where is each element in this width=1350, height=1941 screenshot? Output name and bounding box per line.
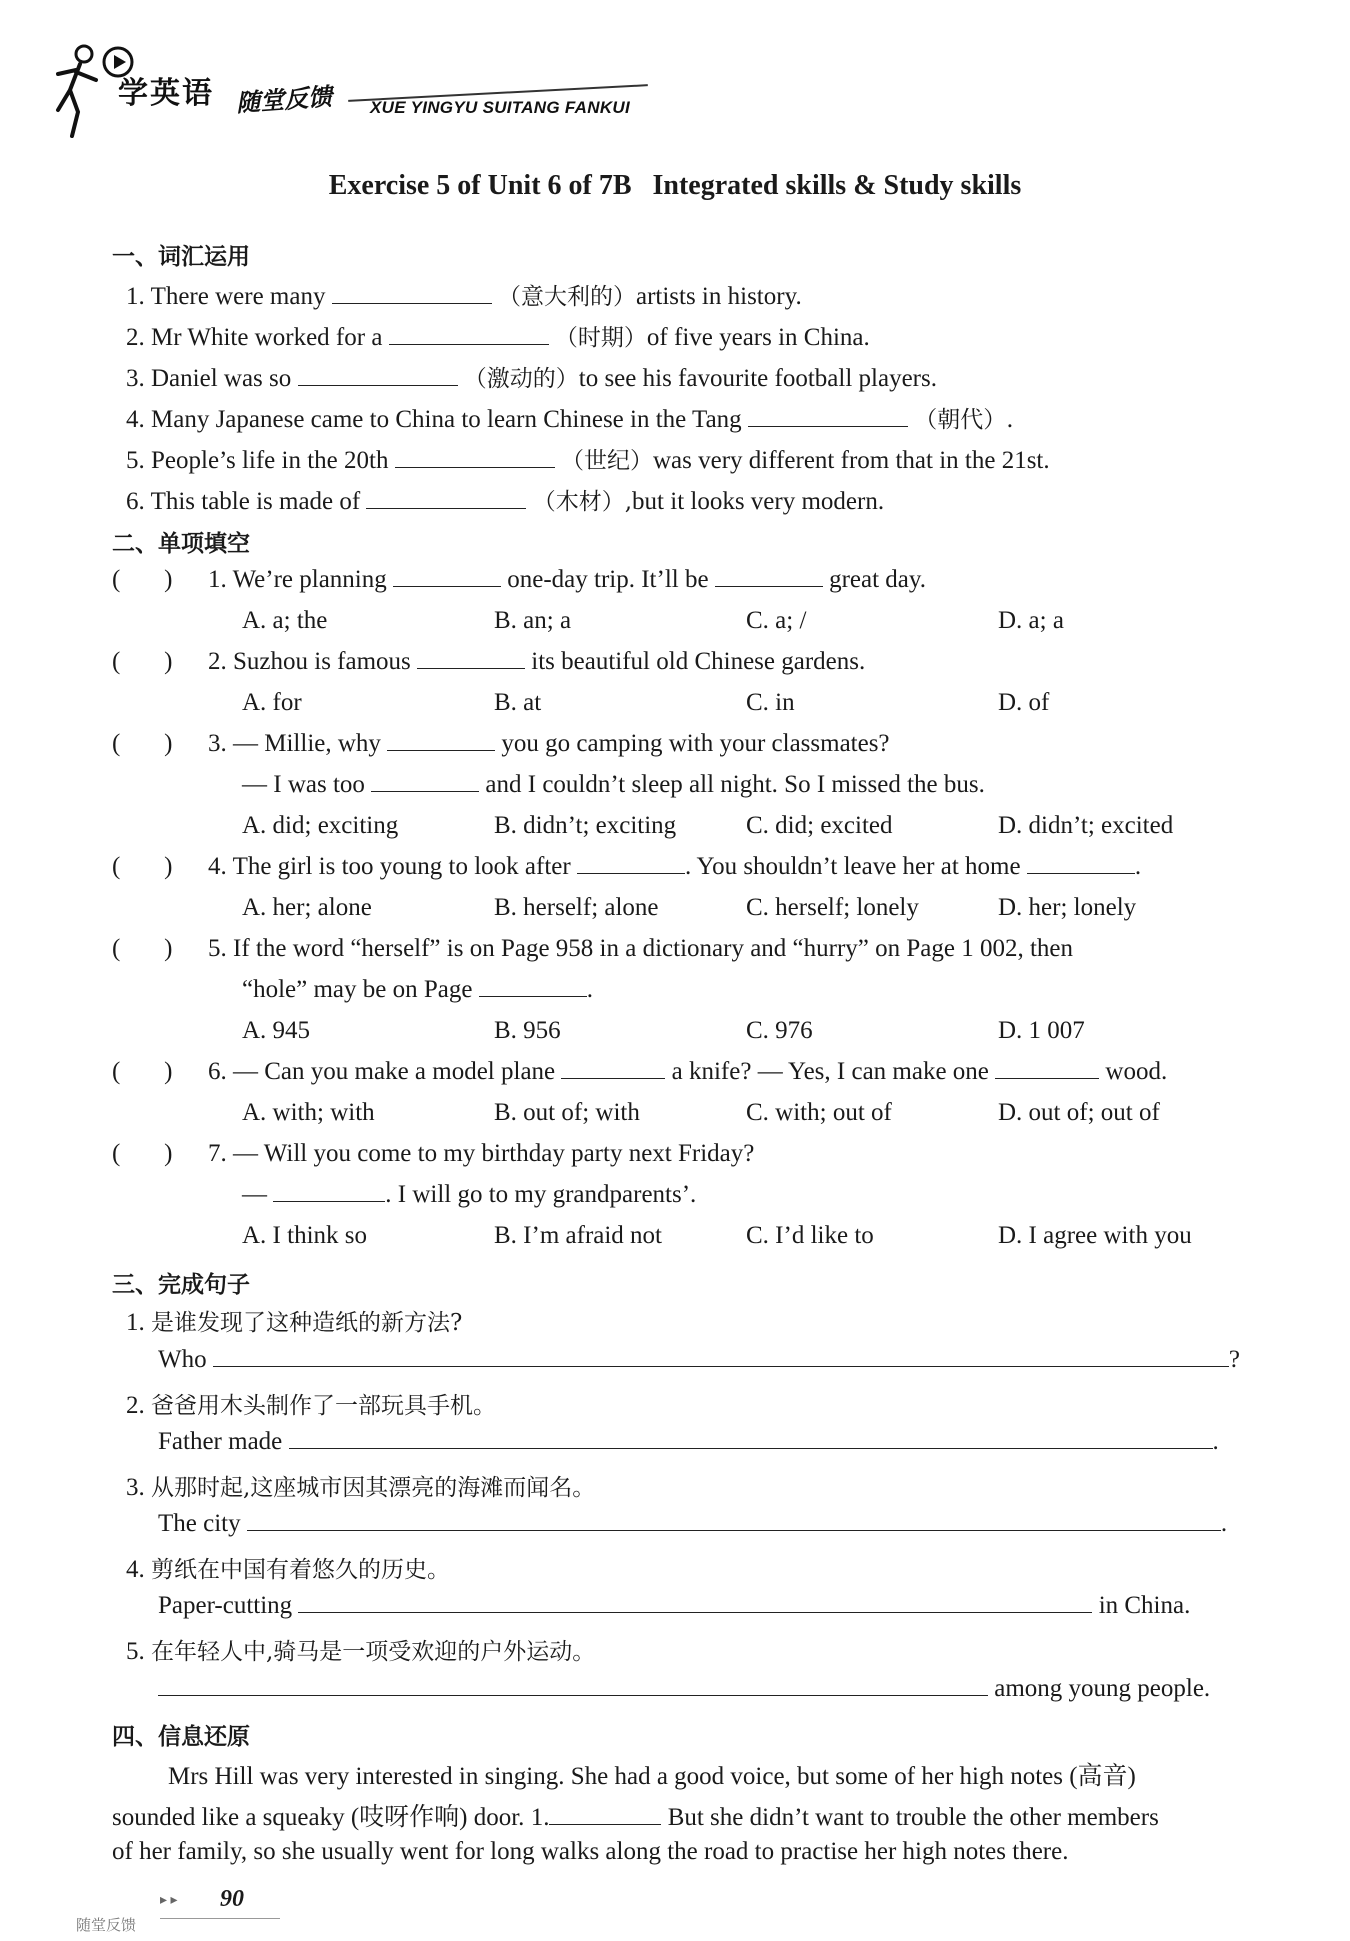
vocab-item-3: 3. Daniel was so （激动的）to see his favourite football players. <box>126 365 937 392</box>
option-a[interactable]: A. 945 <box>242 1017 311 1044</box>
sentence-3-answer: The city . <box>158 1510 1228 1537</box>
sentence-5-answer: among young people. <box>158 1675 1210 1703</box>
answer-line[interactable] <box>247 1512 1221 1531</box>
answer-blank[interactable] <box>298 367 458 386</box>
section-heading-information-restore: 四、信息还原 <box>112 1724 250 1750</box>
option-c[interactable]: C. I’d like to <box>746 1222 874 1249</box>
answer-blank[interactable] <box>995 1060 1099 1079</box>
passage-line-2: sounded like a squeaky (吱呀作响) door. 1. But she didn’t want to trouble the other members <box>112 1804 1159 1831</box>
answer-blank[interactable] <box>395 449 555 468</box>
option-b[interactable]: B. out of; with <box>494 1099 640 1126</box>
option-a[interactable]: A. for <box>242 689 302 716</box>
vocab-item-6: 6. This table is made of （木材）,but it looks very modern. <box>126 488 885 515</box>
vocab-item-5: 5. People’s life in the 20th （世纪）was very different from that in the 21st. <box>126 447 1050 474</box>
answer-bracket[interactable]: ( ) <box>112 1140 173 1167</box>
option-d[interactable]: D. I agree with you <box>998 1222 1192 1249</box>
answer-blank[interactable] <box>417 650 525 669</box>
question-5: 5. If the word “herself” is on Page 958 in a dictionary and “hurry” on Page 1 002, then <box>208 935 1074 962</box>
page-number: 90 <box>220 1886 244 1912</box>
question-7: 7. — Will you come to my birthday party next Friday? <box>208 1140 755 1167</box>
option-b[interactable]: B. at <box>494 689 542 716</box>
answer-bracket[interactable]: ( ) <box>112 853 173 880</box>
option-a[interactable]: A. did; exciting <box>242 812 399 839</box>
footer-tag: 随堂反馈 <box>76 1916 137 1934</box>
page-arrow-icon: ▸ ▸ <box>160 1893 178 1908</box>
option-c[interactable]: C. 976 <box>746 1017 813 1044</box>
answer-blank[interactable] <box>1027 855 1135 874</box>
sentence-2-answer: Father made . <box>158 1428 1219 1455</box>
vocab-item-2: 2. Mr White worked for a （时期）of five years in China. <box>126 324 870 351</box>
option-a[interactable]: A. I think so <box>242 1222 367 1249</box>
section-heading-vocabulary: 一、词汇运用 <box>112 244 250 270</box>
option-d[interactable]: D. out of; out of <box>998 1099 1160 1126</box>
option-c[interactable]: C. herself; lonely <box>746 894 919 921</box>
question-1: 1. We’re planning one-day trip. It’ll be great day. <box>208 566 927 593</box>
question-2: 2. Suzhou is famous its beautiful old Chinese gardens. <box>208 648 866 675</box>
option-b[interactable]: B. 956 <box>494 1017 561 1044</box>
answer-blank[interactable] <box>389 326 549 345</box>
answer-blank[interactable] <box>748 408 908 427</box>
brand-chinese: 学英语 <box>118 76 214 111</box>
question-5-line-2: “hole” may be on Page . <box>242 976 593 1003</box>
passage-line-3: of her family, so she usually went for long walks along the road to practise her high notes there. <box>112 1838 1069 1865</box>
sentence-4-answer: Paper-cutting in China. <box>158 1592 1191 1619</box>
answer-line[interactable] <box>158 1677 988 1696</box>
option-d[interactable]: D. a; a <box>998 607 1064 634</box>
sentence-1-answer: Who ? <box>158 1346 1240 1373</box>
option-d[interactable]: D. didn’t; excited <box>998 812 1174 839</box>
answer-bracket[interactable]: ( ) <box>112 1058 173 1085</box>
answer-bracket[interactable]: ( ) <box>112 648 173 675</box>
answer-bracket[interactable]: ( ) <box>112 730 173 757</box>
answer-blank[interactable] <box>549 1806 661 1825</box>
answer-blank[interactable] <box>387 732 495 751</box>
section-heading-multiple-choice: 二、单项填空 <box>112 531 250 557</box>
option-d[interactable]: D. of <box>998 689 1050 716</box>
answer-blank[interactable] <box>393 568 501 587</box>
option-d[interactable]: D. 1 007 <box>998 1017 1085 1044</box>
answer-line[interactable] <box>289 1430 1213 1449</box>
sentence-5-prompt: 5. 在年轻人中,骑马是一项受欢迎的户外运动。 <box>126 1638 596 1665</box>
answer-bracket[interactable]: ( ) <box>112 935 173 962</box>
question-6: 6. — Can you make a model plane a knife? — Yes, I can make one wood. <box>208 1058 1168 1085</box>
option-b[interactable]: B. I’m afraid not <box>494 1222 663 1249</box>
answer-blank[interactable] <box>577 855 685 874</box>
answer-blank[interactable] <box>273 1183 385 1202</box>
answer-bracket[interactable]: ( ) <box>112 566 173 593</box>
sentence-3-prompt: 3. 从那时起,这座城市因其漂亮的海滩而闻名。 <box>126 1474 596 1501</box>
page-title: Exercise 5 of Unit 6 of 7B Integrated skills & Study skills <box>328 170 1022 201</box>
answer-blank[interactable] <box>332 285 492 304</box>
question-3: 3. — Millie, why you go camping with your classmates? <box>208 730 890 757</box>
answer-line[interactable] <box>213 1348 1229 1367</box>
answer-blank[interactable] <box>561 1060 665 1079</box>
question-7-line-2: — . I will go to my grandparents’. <box>242 1181 697 1208</box>
option-a[interactable]: A. with; with <box>242 1099 375 1126</box>
option-a[interactable]: A. a; the <box>242 607 328 634</box>
answer-blank[interactable] <box>371 773 479 792</box>
option-c[interactable]: C. in <box>746 689 795 716</box>
page-header <box>48 30 668 140</box>
answer-line[interactable] <box>298 1594 1092 1613</box>
brand-chinese-sub: 随堂反馈 <box>235 82 334 118</box>
option-c[interactable]: C. a; / <box>746 607 807 634</box>
sentence-2-prompt: 2. 爸爸用木头制作了一部玩具手机。 <box>126 1392 496 1419</box>
option-b[interactable]: B. an; a <box>494 607 572 634</box>
option-b[interactable]: B. herself; alone <box>494 894 659 921</box>
option-b[interactable]: B. didn’t; exciting <box>494 812 677 839</box>
option-c[interactable]: C. did; excited <box>746 812 893 839</box>
vocab-item-4: 4. Many Japanese came to China to learn Chinese in the Tang （朝代）. <box>126 406 1014 433</box>
answer-blank[interactable] <box>715 568 823 587</box>
option-d[interactable]: D. her; lonely <box>998 894 1137 921</box>
question-3-line-2: — I was too and I couldn’t sleep all night. So I missed the bus. <box>242 771 985 798</box>
vocab-item-1: 1. There were many （意大利的）artists in history. <box>126 283 802 310</box>
option-a[interactable]: A. her; alone <box>242 894 372 921</box>
section-heading-complete-sentences: 三、完成句子 <box>112 1272 250 1298</box>
sentence-4-prompt: 4. 剪纸在中国有着悠久的历史。 <box>126 1556 450 1583</box>
answer-blank[interactable] <box>366 490 526 509</box>
sentence-1-prompt: 1. 是谁发现了这种造纸的新方法? <box>126 1309 463 1336</box>
passage-line-1: Mrs Hill was very interested in singing. She had a good voice, but some of her high notes (高音) <box>168 1763 1136 1790</box>
answer-blank[interactable] <box>479 978 587 997</box>
footer-divider <box>160 1918 280 1919</box>
question-4: 4. The girl is too young to look after . You shouldn’t leave her at home . <box>208 853 1142 880</box>
brand-english: XUE YINGYU SUITANG FANKUI <box>370 98 631 117</box>
option-c[interactable]: C. with; out of <box>746 1099 892 1126</box>
